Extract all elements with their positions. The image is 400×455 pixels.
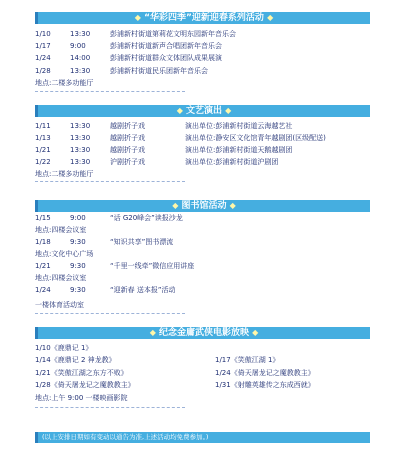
star-icon: ◆ (149, 328, 156, 337)
divider (35, 407, 185, 408)
section-header-bar (35, 200, 370, 212)
footnote-text: (以上安排日期如有变动以通告为准,上述活动均免费参加。) (42, 433, 209, 441)
section-title: 图书馆活动 (181, 201, 227, 211)
list-item: 1/10《鹿鼎记 1》 (35, 344, 93, 352)
star-icon: ◆ (225, 106, 232, 115)
star-icon: ◆ (134, 13, 141, 22)
star-icon: ◆ (229, 201, 236, 210)
section-title: 文艺演出 (185, 106, 223, 116)
star-icon: ◆ (172, 201, 179, 210)
list-item: 1/24 9:30 “迎新春 送本报”活动 (35, 286, 176, 294)
divider (35, 91, 185, 92)
section-title: “华彩四季”迎新迎春系列活动 (144, 13, 264, 23)
divider (35, 313, 185, 314)
divider (35, 181, 185, 182)
list-item: 1/24 14:00 彭浦新村街道群众文体团队成果展演 (35, 54, 222, 62)
star-icon: ◆ (252, 328, 259, 337)
section-performances (35, 105, 370, 185)
list-item: 1/18 9:30 “知识共享”图书漂流 (35, 238, 174, 246)
venue-line: 一楼体育活动室 (35, 301, 84, 309)
section-title: 纪念金庸武侠电影放映 (158, 328, 250, 338)
list-item: 1/28 13:30 彭浦新村街道民乐团新年音乐会 (35, 67, 208, 75)
venue-line: 地点:文化中心广场 (35, 250, 94, 258)
list-item: 1/21《笑傲江湖之东方不败》 1/24《倚天屠龙记之魔教教主》 (35, 369, 315, 377)
star-icon: ◆ (267, 13, 274, 22)
list-item: 1/14《鹿鼎记 2 神龙教》 1/17《笑傲江湖 1》 (35, 356, 280, 364)
list-item: 1/28《倚天屠龙记之魔教教主》 1/31《射雕英雄传之东成西就》 (35, 381, 315, 389)
section-new-year-series (35, 12, 370, 97)
section-header-bar (35, 327, 370, 339)
venue-line: 地点:上午 9:00 一楼映画影院 (35, 394, 128, 402)
section-library (35, 200, 370, 320)
section-header-bar (35, 12, 370, 24)
list-item: 1/22 13:30 沪剧折子戏 演出单位:彭浦新村街道沪剧团 (35, 158, 279, 166)
star-icon: ◆ (176, 106, 183, 115)
list-item: 1/13 13:30 越剧折子戏 演出单位:静安区文化馆青年越剧团(区级配送) (35, 134, 326, 142)
list-item: 1/21 9:30 “千里一线牵”微信应用讲座 (35, 262, 195, 270)
list-item: 1/15 9:00 “话 G20峰会”读报沙龙 (35, 214, 183, 222)
venue-line: 地点:二楼多功能厅 (35, 170, 94, 178)
footnote-banner (35, 432, 370, 443)
venue-line: 地点:四楼会议室 (35, 274, 87, 282)
venue-line: 地点:二楼多功能厅 (35, 79, 94, 87)
list-item: 1/11 13:30 越剧折子戏 演出单位:彭浦新村街道云海越艺社 (35, 122, 293, 130)
list-item: 1/10 13:30 彭浦新村街道第莉花文明东园新年音乐会 (35, 30, 236, 38)
venue-line: 地点:四楼会议室 (35, 226, 87, 234)
list-item: 1/21 13:30 越剧折子戏 演出单位:彭浦新村街道天鹅越剧团 (35, 146, 293, 154)
section-film-screenings (35, 327, 370, 422)
list-item: 1/17 9:00 彭浦新村街道新声合唱团新年音乐会 (35, 42, 222, 50)
section-header-bar (35, 105, 370, 117)
